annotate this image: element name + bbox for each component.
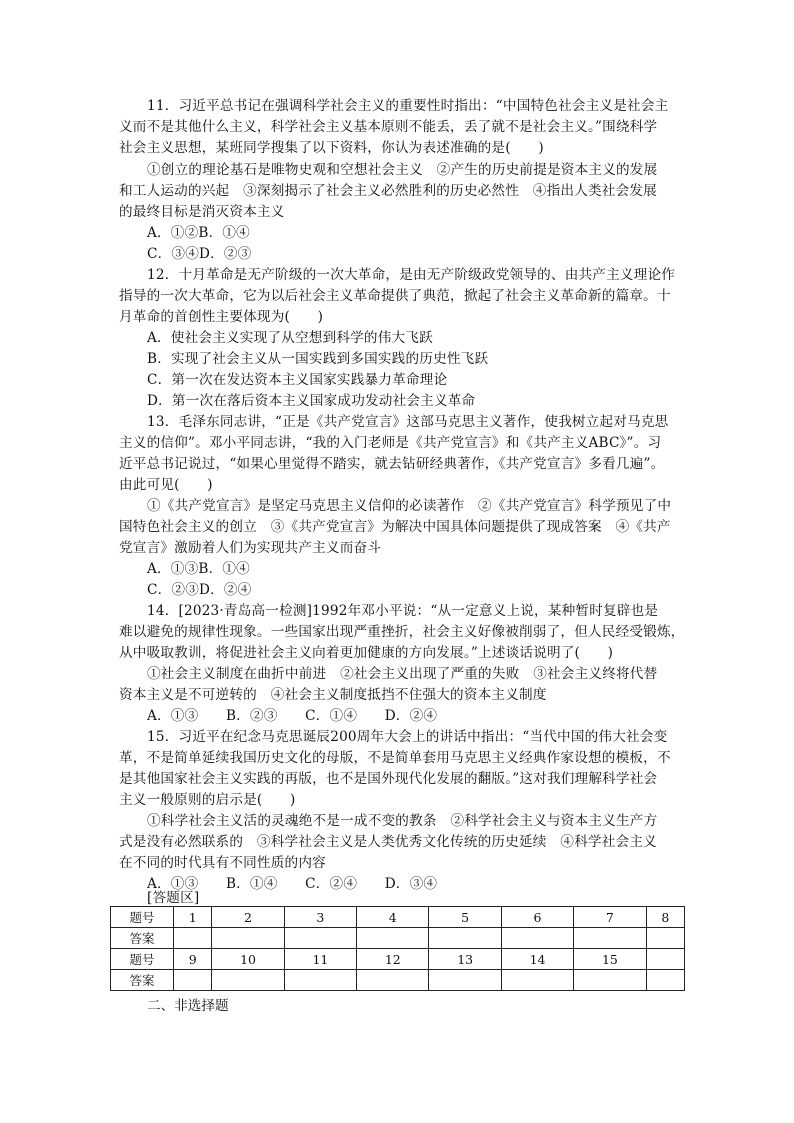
- q13-stem: 13．毛泽东同志讲，“正是《共产党宣言》这部马克思主义著作，使我树立起对马克思: [147, 414, 669, 430]
- q13-item: 党宣言》激励着人们为实现共产主义而奋斗: [119, 540, 382, 556]
- question-number: 5: [429, 907, 501, 928]
- row-label: 答案: [111, 928, 174, 949]
- q11-options: A．①②B．①④: [147, 225, 250, 241]
- answer-cell[interactable]: [574, 928, 646, 949]
- q12-option-d: D．第一次在落后资本主义国家成功发动社会主义革命: [147, 393, 476, 409]
- q12-option-a: A．使社会主义实现了从空想到科学的伟大飞跃: [147, 330, 433, 346]
- q14-item: ①社会主义制度在曲折中前进 ②社会主义出现了严重的失败 ③社会主义终将代替: [147, 666, 658, 682]
- q14-stem: 从中吸取教训，将促进社会主义向着更加健康的方向发展。”上述谈话说明了( ): [119, 645, 614, 661]
- q15-options: A．①③ B．①④ C．②④ D．③④: [147, 876, 438, 892]
- q15-stem: 15．习近平在纪念马克思诞辰200周年大会上的讲话中指出：“当代中国的伟大社会变: [147, 729, 668, 745]
- q13-stem: 近平总书记说过，“如果心里觉得不踏实，就去钻研经典著作，《共产党宣言》多看几遍”。: [119, 456, 665, 472]
- answer-area-label: [答题区]: [147, 890, 200, 906]
- question-number: 14: [501, 949, 573, 970]
- question-number: [646, 949, 684, 970]
- table-row: [111, 970, 685, 991]
- q13-item: ①《共产党宣言》是坚定马克思主义信仰的必读著作 ②《共产党宣言》科学预见了中: [147, 498, 672, 514]
- q13-options: C．②③D．②④: [147, 582, 252, 598]
- question-number: 8: [646, 907, 684, 928]
- answer-cell[interactable]: [174, 928, 212, 949]
- question-number: 9: [174, 949, 212, 970]
- table-row: [111, 907, 685, 928]
- answer-cell[interactable]: [646, 928, 684, 949]
- answer-cell[interactable]: [284, 928, 356, 949]
- answer-cell[interactable]: [429, 970, 501, 991]
- row-label: 题号: [111, 949, 174, 970]
- q11-options: C．③④D．②③: [147, 246, 252, 262]
- q13-item: 国特色社会主义的创立 ③《共产党宣言》为解决中国具体问题提供了现成答案 ④《共产: [119, 519, 671, 535]
- answer-cell[interactable]: [212, 970, 284, 991]
- question-number: 2: [212, 907, 284, 928]
- q15-item: 式是没有必然联系的 ③科学社会主义是人类优秀文化传统的历史延续 ④科学社会主义: [119, 834, 657, 850]
- answer-cell[interactable]: [284, 970, 356, 991]
- question-number: 6: [501, 907, 573, 928]
- q11-item: 和工人运动的兴起 ③深刻揭示了社会主义必然胜利的历史必然性 ④指出人类社会发展: [119, 183, 657, 199]
- q11-item: ①创立的理论基石是唯物史观和空想社会主义 ②产生的历史前提是资本主义的发展: [147, 162, 658, 178]
- q14-options: A．①③ B．②③ C．①④ D．②④: [147, 708, 438, 724]
- answer-cell[interactable]: [646, 970, 684, 991]
- q12-option-c: C．第一次在发达资本主义国家实践暴力革命理论: [147, 372, 448, 388]
- q15-stem: 是其他国家社会主义实践的再版，也不是国外现代化发展的翻版。”这对我们理解科学社会: [119, 771, 658, 787]
- answer-cell[interactable]: [357, 928, 429, 949]
- question-number: 3: [284, 907, 356, 928]
- q12-option-b: B．实现了社会主义从一国实践到多国实践的历史性飞跃: [147, 351, 489, 367]
- q11-item: 的最终目标是消灭资本主义: [119, 204, 285, 220]
- answer-cell[interactable]: [501, 928, 573, 949]
- question-number: 7: [574, 907, 646, 928]
- row-label: 答案: [111, 970, 174, 991]
- q11-stem: 社会主义思想，某班同学搜集了以下资料，你认为表述准确的是( ): [119, 140, 544, 156]
- q15-item: ①科学社会主义活的灵魂绝不是一成不变的教条 ②科学社会主义与资本主义生产方: [147, 813, 658, 829]
- question-number: 11: [284, 949, 356, 970]
- answer-cell[interactable]: [174, 970, 212, 991]
- question-number: 4: [357, 907, 429, 928]
- q11-stem: 义而不是其他什么主义，科学社会主义基本原则不能丢，丢了就不是社会主义。”围绕科学: [119, 119, 658, 135]
- q13-stem: 由此可见( ): [119, 477, 213, 493]
- table-row: [111, 949, 685, 970]
- q15-stem: 主义一般原则的启示是( ): [119, 792, 296, 808]
- row-label: 题号: [111, 907, 174, 928]
- answer-cell[interactable]: [429, 928, 501, 949]
- q12-stem: 指导的一次大革命，它为以后社会主义革命提供了典范，掀起了社会主义革命新的篇章。十: [119, 288, 671, 304]
- answer-cell[interactable]: [357, 970, 429, 991]
- q14-item: 资本主义是不可逆转的 ④社会主义制度抵挡不住强大的资本主义制度: [119, 687, 547, 703]
- question-number: 10: [212, 949, 284, 970]
- question-number: 1: [174, 907, 212, 928]
- question-number: 13: [429, 949, 501, 970]
- q13-stem: 主义的信仰”。邓小平同志讲，“我的入门老师是《共产党宣言》和《共产主义ABC》”。习: [119, 435, 662, 451]
- q11-stem: 11．习近平总书记在强调科学社会主义的重要性时指出：“中国特色社会主义是社会主: [147, 98, 669, 114]
- section-heading: 二、非选择题: [147, 998, 229, 1014]
- table-row: [111, 928, 685, 949]
- question-number: 15: [574, 949, 646, 970]
- q14-stem: 难以避免的规律性现象。一些国家出现严重挫折，社会主义好像被削弱了，但人民经受锻炼，: [119, 624, 685, 640]
- q12-stem: 12．十月革命是无产阶级的一次大革命，是由无产阶级政党领导的、由共产主义理论作: [147, 267, 676, 283]
- answer-cell[interactable]: [574, 970, 646, 991]
- answer-table: [110, 906, 685, 991]
- answer-cell[interactable]: [501, 970, 573, 991]
- q12-stem: 月革命的首创性主要体现为( ): [119, 309, 324, 325]
- q15-item: 在不同的时代具有不同性质的内容: [119, 855, 326, 871]
- q15-stem: 革，不是简单延续我国历史文化的母版，不是简单套用马克思主义经典作家设想的模板，不: [119, 750, 671, 766]
- q13-options: A．①③B．①④: [147, 561, 250, 577]
- answer-cell[interactable]: [212, 928, 284, 949]
- q14-stem: 14．[2023·青岛高一检测]1992年邓小平说：“从一定意义上说，某种暂时复辟也是: [147, 603, 659, 619]
- question-number: 12: [357, 949, 429, 970]
